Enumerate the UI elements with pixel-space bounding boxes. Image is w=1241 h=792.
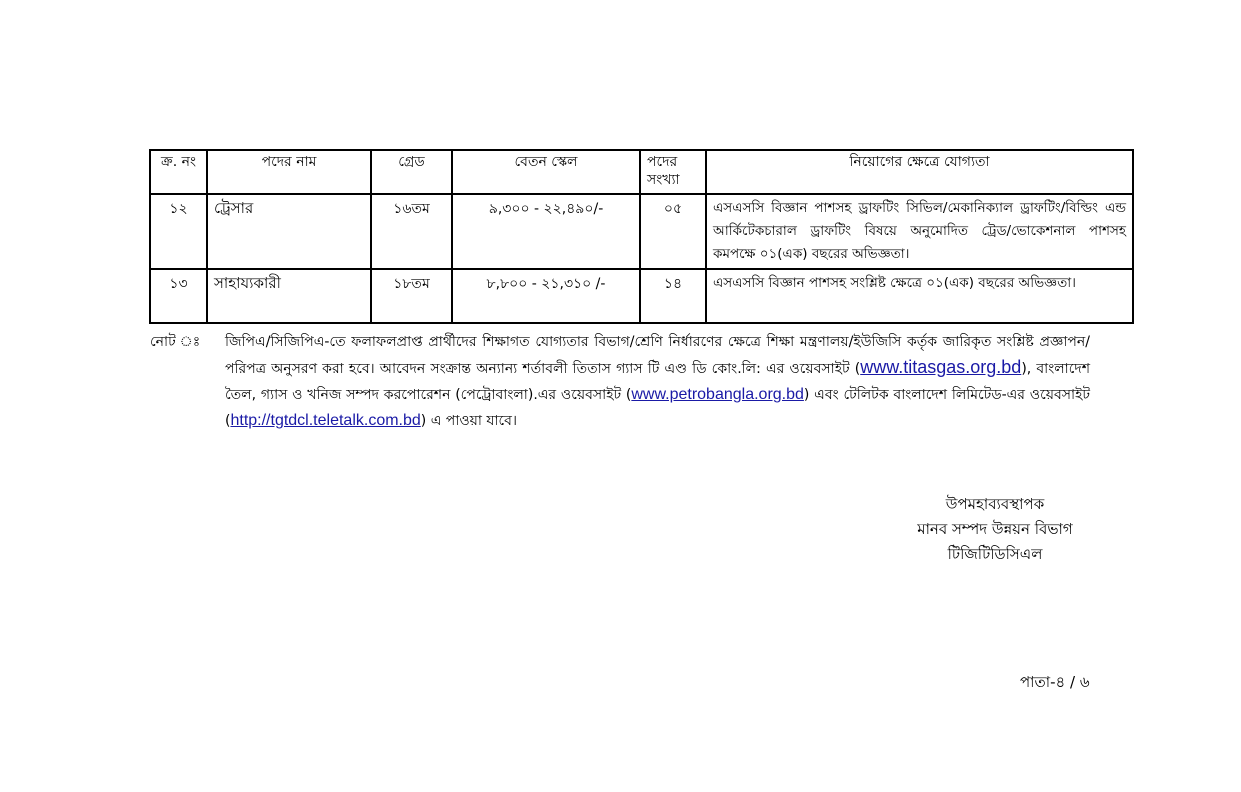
signature-block [880,492,1110,567]
header-qualification: নিয়োগের ক্ষেত্রে যোগ্যতা [706,150,1133,194]
post-count-cell: ০৫ [640,194,706,269]
pay-scale-cell: ৯,৩০০ - ২২,৪৯০/- [452,194,640,269]
header-serial: ক্র. নং [150,150,207,194]
pay-scale-cell: ৮,৮০০ - ২১,৩১০ /- [452,269,640,323]
titasgas-website-link[interactable]: www.titasgas.org.bd [860,357,1022,377]
note-text-part: ) এবং টেলিটক বাংলাদেশ লিমিটেড-এর ওয়েবসাইট ( [225,387,1090,429]
table-row [150,269,1133,323]
signatory-department: মানব সম্পদ উন্নয়ন বিভাগ [917,520,1073,538]
note-label: নোট ঃ [150,334,201,350]
qualification-cell: এসএসসি বিজ্ঞান পাশসহ সংশ্লিষ্ট ক্ষেত্রে ০১(এক) বছরের অভিজ্ঞতা। [706,269,1133,323]
table-row [150,194,1133,269]
post-name-cell: ট্রেসার [207,194,371,269]
serial-cell: ১২ [150,194,207,269]
teletalk-website-link[interactable]: http://tgtdcl.teletalk.com.bd [230,412,421,429]
posts-table [149,149,1134,324]
grade-cell: ১৬তম [371,194,452,269]
note-text-part: ) এ পাওয়া যাবে। [420,413,517,429]
petrobangla-website-link[interactable]: www.petrobangla.org.bd [631,386,804,403]
qualification-cell: এসএসসি বিজ্ঞান পাশসহ ড্রাফটিং সিভিল/মেকানিক্যাল ড্রাফটিং/বিল্ডিং এন্ড আর্কিটেকচারাল ড্রাফটিং বিষয়ে অনুমোদিত ট্রেড/ভোকেশনাল পাশসহ কমপক্ষে ০১(এক) বছরের অভিজ্ঞতা। [706,194,1133,269]
header-pay-scale: বেতন স্কেল [452,150,640,194]
header-post-name: পদের নাম [207,150,371,194]
note-text-part: জিপিএ/সিজিপিএ-তে ফলাফলপ্রাপ্ত প্রার্থীদের শিক্ষাগত যোগ্যতার বিভাগ/শ্রেণি নির্ধারণের ক্ষেত্রে শিক্ষা মন্ত্রণালয়/ইউজিসি কর্তৃক জারিকৃত সংশ্লিষ্ট প্রজ্ঞাপন/পরিপত্র অনুসরণ করা হবে। আবেদন সংক্রান্ত অন্যান্য শর্তাবলী তিতাস গ্যাস টি এণ্ড ডি কোং.লি: এর ওয়েবসাইট ( [225,334,1090,377]
signatory-title: উপমহাব্যবস্থাপক [945,495,1045,513]
note-text-part: ), বাংলাদেশ তৈল, গ্যাস ও খনিজ সম্পদ করপোরেশন (পেট্রোবাংলা).এর ওয়েবসাইট ( [225,361,1090,403]
post-count-cell: ১৪ [640,269,706,323]
table-header-row [150,150,1133,194]
header-grade: গ্রেড [371,150,452,194]
page-number: পাতা-৪ / ৬ [1020,673,1090,691]
header-post-count: পদের সংখ্যা [640,150,706,194]
serial-cell: ১৩ [150,269,207,323]
post-name-cell: সাহায্যকারী [207,269,371,323]
note-text [225,330,1090,434]
signatory-organization: টিজিটিডিসিএল [947,545,1043,563]
grade-cell: ১৮তম [371,269,452,323]
